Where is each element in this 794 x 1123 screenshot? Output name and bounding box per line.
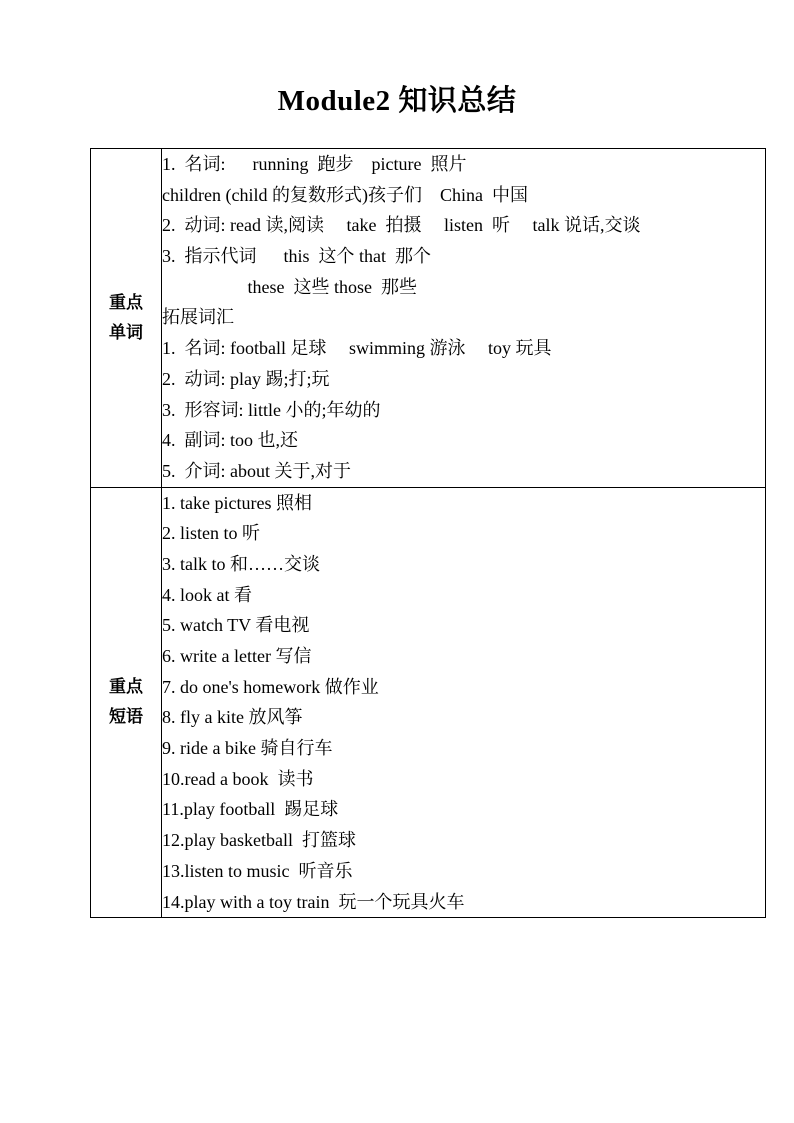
section-label-line: 单词 [109, 322, 143, 343]
list-item: 5. 介词: about 关于,对于 [162, 460, 351, 481]
list-item: 9. ride a bike 骑自行车 [162, 738, 333, 759]
table-row [91, 487, 766, 918]
section-label-words [91, 149, 162, 488]
list-item: 3. 指示代词 this 这个 that 那个 [162, 246, 431, 267]
page-title: Module2 知识总结 [277, 85, 517, 117]
list-item: 2. listen to 听 [162, 523, 260, 544]
section-label-line: 重点 [109, 292, 143, 313]
list-item: 4. look at 看 [162, 584, 252, 605]
list-item: 10.read a book 读书 [162, 768, 314, 789]
list-item: 8. fly a kite 放风筝 [162, 707, 303, 728]
list-item: 1. 名词: football 足球 swimming 游泳 toy 玩具 [162, 338, 552, 359]
list-item: 14.play with a toy train 玩一个玩具火车 [162, 891, 465, 912]
list-item: 13.listen to music 听音乐 [162, 860, 353, 881]
list-item: 12.play basketball 打篮球 [162, 830, 356, 851]
summary-table [90, 148, 766, 918]
list-item: 1. take pictures 照相 [162, 492, 312, 513]
section-content-phrases [162, 487, 766, 918]
list-item: children (child 的复数形式)孩子们 China 中国 [162, 184, 528, 205]
list-item: 1. 名词: running 跑步 picture 照片 [162, 154, 467, 174]
list-item: 拓展词汇 [162, 307, 234, 328]
list-item: 7. do one's homework 做作业 [162, 676, 379, 697]
list-item: 2. 动词: play 踢;打;玩 [162, 368, 330, 389]
list-item: 11.play football 踢足球 [162, 799, 339, 820]
list-item: 2. 动词: read 读,阅读 take 拍摄 listen 听 talk 说话,交谈 [162, 215, 641, 236]
table-row [91, 149, 766, 488]
section-label-phrases [91, 487, 162, 918]
list-item: 5. watch TV 看电视 [162, 615, 310, 636]
list-item: 3. talk to 和……交谈 [162, 553, 320, 574]
list-item: 4. 副词: too 也,还 [162, 430, 299, 451]
list-item: these 这些 those 那些 [162, 276, 417, 297]
section-content-words [162, 149, 766, 488]
list-item: 3. 形容词: little 小的;年幼的 [162, 399, 381, 420]
section-label-line: 重点 [109, 677, 143, 698]
list-item: 6. write a letter 写信 [162, 646, 312, 666]
section-label-line: 短语 [109, 707, 143, 728]
